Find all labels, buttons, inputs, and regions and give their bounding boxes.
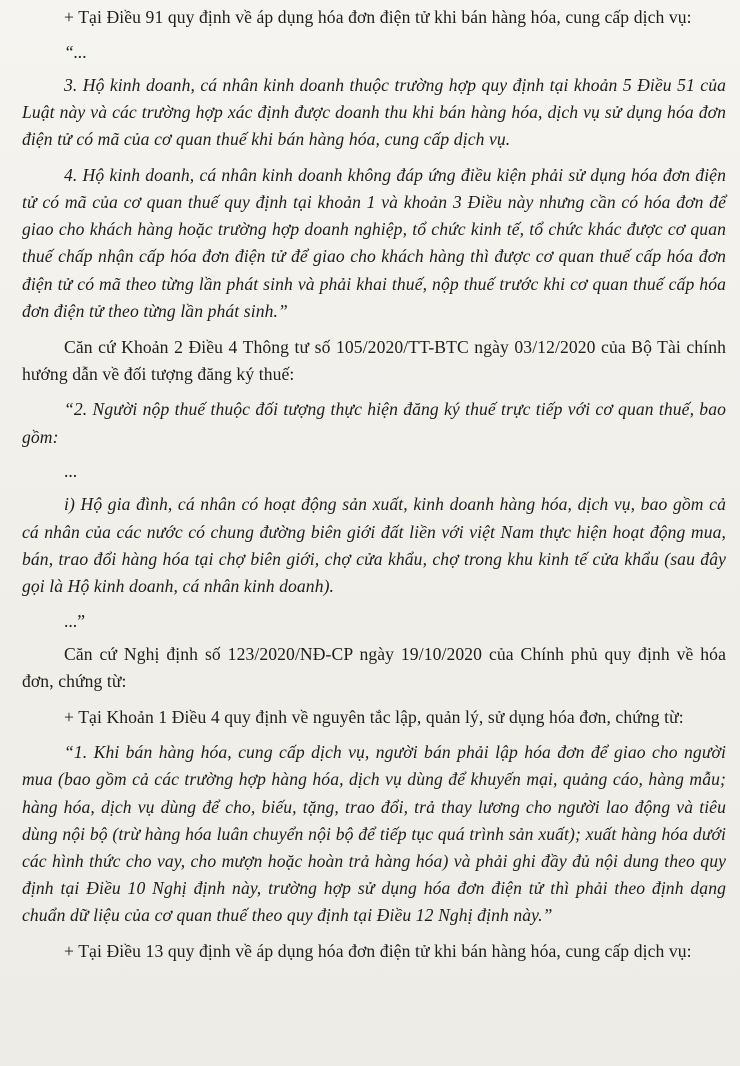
tax-registration-clause-2: “2. Người nộp thuế thuộc đối tượng thực hiện đăng ký thuế trực tiếp với cơ quan thuế, bao gồm:	[22, 399, 726, 447]
article-13-intro: + Tại Điều 13 quy định về áp dụng hóa đơn điện tử khi bán hàng hóa, cung cấp dịch vụ:	[64, 941, 692, 962]
article-4-intro: + Tại Khoản 1 Điều 4 quy định về nguyên tắc lập, quản lý, sử dụng hóa đơn, chứng từ:	[64, 706, 684, 727]
decree-123-basis: Căn cứ Nghị định số 123/2020/NĐ-CP ngày 19/10/2020 của Chính phủ quy định về hóa đơn, chứng từ:	[22, 643, 726, 691]
quote-open-ellipsis: “...	[64, 41, 87, 62]
clause-4-text: 4. Hộ kinh doanh, cá nhân kinh doanh không đáp ứng điều kiện phải sử dụng hóa đơn điện tử có mã của cơ quan thuế quy định tại khoản 1 và khoản 3 Điều này nhưng cần có hóa đơn để giao cho khách hàng hoặc trường hợp doanh nghiệp, tổ chức kinh tế, tổ chức khác được cơ quan thuế chấp nhận cấp hóa đơn điện tử để giao cho khách hàng thì được cơ quan thuế cấp hóa đơn điện tử có mã theo từng lần phát sinh và phải khai thuế, nộp thuế trước khi cơ quan thuế cấp hóa đơn điện tử theo từng lần phát sinh.”	[22, 164, 726, 321]
article-4-clause-1-text: “1. Khi bán hàng hóa, cung cấp dịch vụ, người bán phải lập hóa đơn để giao cho người mua (bao gồm cả các trường hợp hàng hóa, dịch vụ dùng để khuyến mại, quảng cáo, hàng mẫu; hàng hóa, dịch vụ dùng để cho, biếu, tặng, trao đổi, trả thay lương cho người lao động và tiêu dùng nội bộ (trừ hàng hóa luân chuyển nội bộ để tiếp tục quá trình sản xuất); xuất hàng hóa dưới các hình thức cho vay, cho mượn hoặc hoàn trả hàng hóa) và phải ghi đầy đủ nội dung theo quy định tại Điều 10 Nghị định này, trường hợp sử dụng hóa đơn điện tử thì phải theo định dạng chuẩn dữ liệu của cơ quan thuế theo quy định tại Điều 12 Nghị định này.”	[22, 742, 726, 926]
quote-close-ellipsis: ...”	[64, 610, 86, 631]
point-i-text: i) Hộ gia đình, cá nhân có hoạt động sản xuất, kinh doanh hàng hóa, dịch vụ, bao gồm cả cá nhân của các nước có chung đường biên giới đất liền với việt Nam thực hiện hoạt động mua, bán, trao đổi hàng hóa tại chợ biên giới, chợ cửa khẩu, chợ trong khu kinh tế cửa khẩu (sau đây gọi là Hộ kinh doanh, cá nhân kinh doanh).	[22, 494, 726, 596]
clause-3-text: 3. Hộ kinh doanh, cá nhân kinh doanh thuộc trường hợp quy định tại khoản 5 Điều 51 của Luật này và các trường hợp xác định được doanh thu khi bán hàng hóa, dịch vụ sử dụng hóa đơn điện tử có mã của cơ quan thuế khi bán hàng hóa, cung cấp dịch vụ.	[22, 74, 726, 150]
circular-105-basis: Căn cứ Khoản 2 Điều 4 Thông tư số 105/2020/TT-BTC ngày 03/12/2020 của Bộ Tài chính hướng dẫn về đối tượng đăng ký thuế:	[22, 336, 726, 384]
article-91-intro: + Tại Điều 91 quy định về áp dụng hóa đơn điện tử khi bán hàng hóa, cung cấp dịch vụ:	[64, 7, 692, 27]
ellipsis: ...	[64, 461, 78, 482]
